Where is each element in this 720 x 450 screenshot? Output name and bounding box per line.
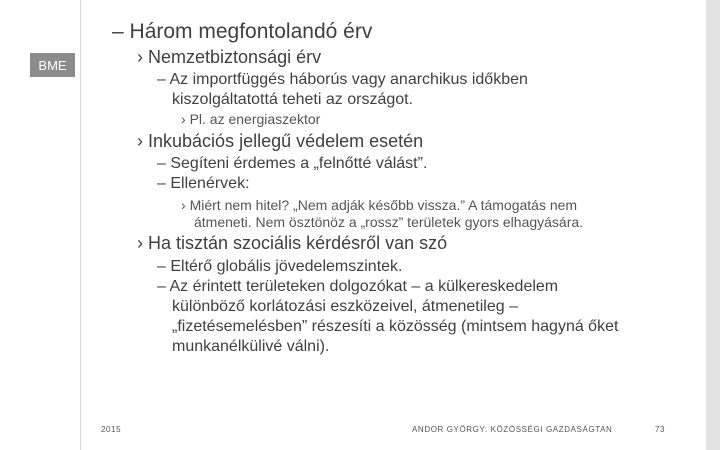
bullet-income-levels: Eltérő globális jövedelemszintek. (170, 258, 403, 275)
dash-bullet: – (157, 175, 166, 192)
left-divider (80, 0, 81, 450)
slide-title-line (112, 20, 372, 44)
section-heading-line (137, 131, 423, 152)
page-number: 73 (655, 425, 666, 434)
bullet-line (157, 175, 250, 193)
footer-year: 2015 (101, 425, 122, 434)
bullet-import-dependency-cont: kiszolgáltatottá teheti az országot. (172, 91, 414, 108)
chevron-right-icon: › (181, 197, 186, 213)
bullet-growing-up: Segíteni érdemes a „felnőtté válást”. (170, 155, 428, 172)
dash-bullet: – (157, 278, 166, 295)
chevron-right-icon: › (181, 111, 186, 127)
dash-bullet: – (157, 258, 166, 275)
chevron-right-icon: › (137, 233, 143, 253)
chevron-right-icon: › (137, 47, 143, 67)
bullet-affected-workers: Az érintett területeken dolgozókat – a külkereskedelem (169, 278, 559, 295)
sub-bullet-energy: Pl. az energiaszektor (189, 111, 321, 127)
bullet-line (157, 155, 427, 173)
bme-label-box (30, 53, 75, 77)
bme-label: BME (38, 57, 67, 73)
dash-bullet: – (157, 71, 166, 88)
title-dash: – (112, 20, 124, 43)
sub-bullet-why-not-loan-cont: átmeneti. Nem ösztönöz a „rossz” területek gyors elhagyására. (194, 214, 584, 230)
section-heading-infant-industry: Inkubációs jellegű védelem esetén (148, 131, 424, 151)
bullet-import-dependency: Az importfüggés háborús vagy anarchikus időkben (169, 71, 528, 88)
slide-title: Három megfontolandó érv (129, 20, 373, 43)
bullet-affected-workers-cont: munkanélkülivé válni). (172, 338, 330, 355)
dash-bullet: – (157, 155, 166, 172)
sub-bullet-why-not-loan: Miért nem hitel? „Nem adják később vissza.” A támogatás nem (189, 197, 578, 213)
section-heading-line (137, 47, 321, 68)
footer-author: ANDOR GYÖRGY: KÖZÖSSÉGI GAZDASÁGTAN (412, 425, 613, 434)
right-accent-bar (706, 0, 720, 450)
bullet-affected-workers-cont: „fizetésemelésben” részesíti a közösség (mintsem hagyná őket (172, 318, 619, 335)
bullet-line (157, 258, 402, 276)
section-heading-line (137, 233, 447, 254)
bullet-line (157, 278, 558, 296)
bullet-line (157, 71, 528, 89)
section-heading-national-security: Nemzetbiztonsági érv (148, 47, 322, 67)
sub-bullet-line (181, 197, 577, 213)
bullet-counterarguments: Ellenérvek: (170, 175, 250, 192)
chevron-right-icon: › (137, 131, 143, 151)
bullet-affected-workers-cont: különböző korlátozási eszközeivel, átmenetileg – (172, 298, 518, 315)
section-heading-social: Ha tisztán szociális kérdésről van szó (148, 233, 448, 253)
sub-bullet-line (181, 111, 320, 127)
